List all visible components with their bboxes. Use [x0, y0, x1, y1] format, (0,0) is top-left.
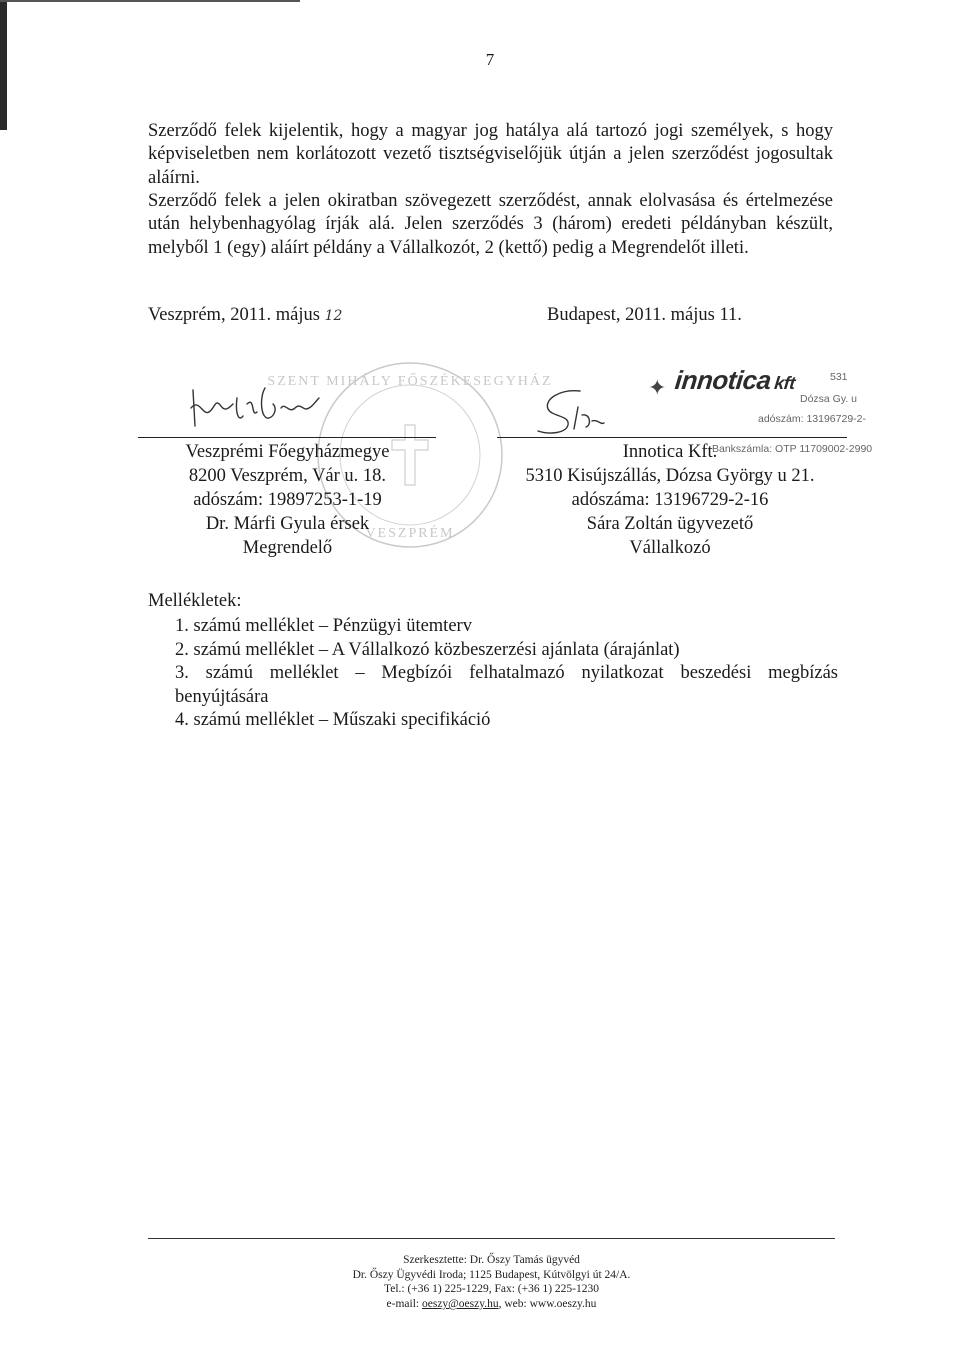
footer-phone: Tel.: (+36 1) 225-1229, Fax: (+36 1) 225-1230 — [384, 1283, 599, 1296]
stamp-tax: adószám: 13196729-2- — [758, 413, 866, 425]
party-contractor-name: Innotica Kft. — [622, 442, 718, 462]
footer-contact — [148, 1297, 835, 1312]
attachment-item: 1. számú melléklet – Pénzügyi ütemterv — [175, 616, 472, 637]
attachment-item: 2. számú melléklet – A Vállalkozó közbeszerzési ajánlata (árajánlat) — [175, 639, 680, 660]
handwritten-day: 12 — [324, 308, 343, 324]
stamp-bank: Bankszámla: OTP 11709002-2990 — [712, 443, 873, 455]
stamp-star-icon: ✦ — [648, 375, 667, 400]
footer-web-label: , web: — [498, 1298, 527, 1311]
attachments-list — [148, 615, 838, 732]
footer-web-link[interactable]: www.oeszy.hu — [529, 1298, 597, 1311]
paragraph-copies: Szerződő felek a jelen okiratban szövegezett szerződést, annak elolvasása és értelmezése után helybenhagyólag írják alá. Jelen szerződés 3 (három) eredeti példányban készült, melyből 1 (egy) aláírt példány a Vállalkozót, 2 (kettő) pedig a Megrendelőt illeti. — [148, 191, 833, 258]
party-contractor-role: Vállalkozó — [629, 538, 711, 558]
footer-editor: Szerkesztette: Dr. Őszy Tamás ügyvéd — [403, 1254, 580, 1266]
stamp-brand — [673, 365, 796, 396]
stamp-brand-suffix: kft — [773, 373, 796, 393]
footer-email-link[interactable]: oeszy@oeszy.hu — [422, 1298, 499, 1311]
party-client-name: Veszprémi Főegyházmegye — [185, 442, 390, 462]
attachment-item: 3. számú melléklet – Megbízói felhatalmazó nyilatkozat beszedési megbízás benyújtására — [175, 663, 838, 707]
place-date-left-text: Veszprém, 2011. május — [148, 305, 320, 325]
party-contractor-address: 5310 Kisújszállás, Dózsa György u 21. — [525, 466, 815, 486]
party-client-tax: adószám: 19897253-1-19 — [193, 490, 382, 510]
footer-email-label: e-mail: — [386, 1298, 420, 1311]
paragraph-signing-authority: Szerződő felek kijelentik, hogy a magyar jog hatálya alá tartozó jogi személyek, s hogy képviseletben nem korlátozott vezető tisztségviselőjük útján a jelen szerződést jogosultak aláírni. — [148, 121, 833, 188]
seal-ring-top: SZENT MIHÁLY FŐSZÉKESEGYHÁZ — [267, 374, 553, 389]
party-client-block — [140, 440, 435, 560]
scan-page-edge-top — [0, 0, 300, 2]
party-contractor-tax: adószáma: 13196729-2-16 — [571, 490, 769, 510]
signature-line-left — [138, 437, 436, 438]
footer-office: Dr. Őszy Ügyvédi Iroda; 1125 Budapest, Kútvölgyi út 24/A. — [352, 1268, 631, 1281]
party-contractor-representative: Sára Zoltán ügyvezető — [586, 514, 754, 534]
party-client-representative: Dr. Márfi Gyula érsek — [205, 514, 370, 534]
party-client-role: Megrendelő — [242, 538, 333, 558]
attachments-title: Mellékletek: — [148, 591, 242, 611]
signature-line-right — [497, 437, 847, 438]
page-number: 7 — [485, 50, 495, 69]
attachments-section — [148, 590, 838, 732]
stamp-brand-name: innotica — [673, 365, 773, 395]
footer-divider — [148, 1238, 835, 1239]
party-client-address: 8200 Veszprém, Vár u. 18. — [188, 466, 387, 486]
signature-left — [185, 368, 325, 438]
stamp-address: 531 — [830, 371, 848, 383]
footer — [148, 1253, 835, 1312]
signature-right — [530, 385, 620, 440]
seal-ring-bottom: VESZPRÉM — [365, 526, 455, 541]
place-date-left — [148, 305, 342, 326]
place-date-right: Budapest, 2011. május 11. — [547, 305, 742, 325]
stamp-street: Dózsa Gy. u — [800, 393, 857, 405]
party-contractor-block — [500, 440, 840, 560]
scan-page-edge — [0, 0, 7, 130]
attachment-item: 4. számú melléklet – Műszaki specifikáció — [175, 710, 491, 731]
